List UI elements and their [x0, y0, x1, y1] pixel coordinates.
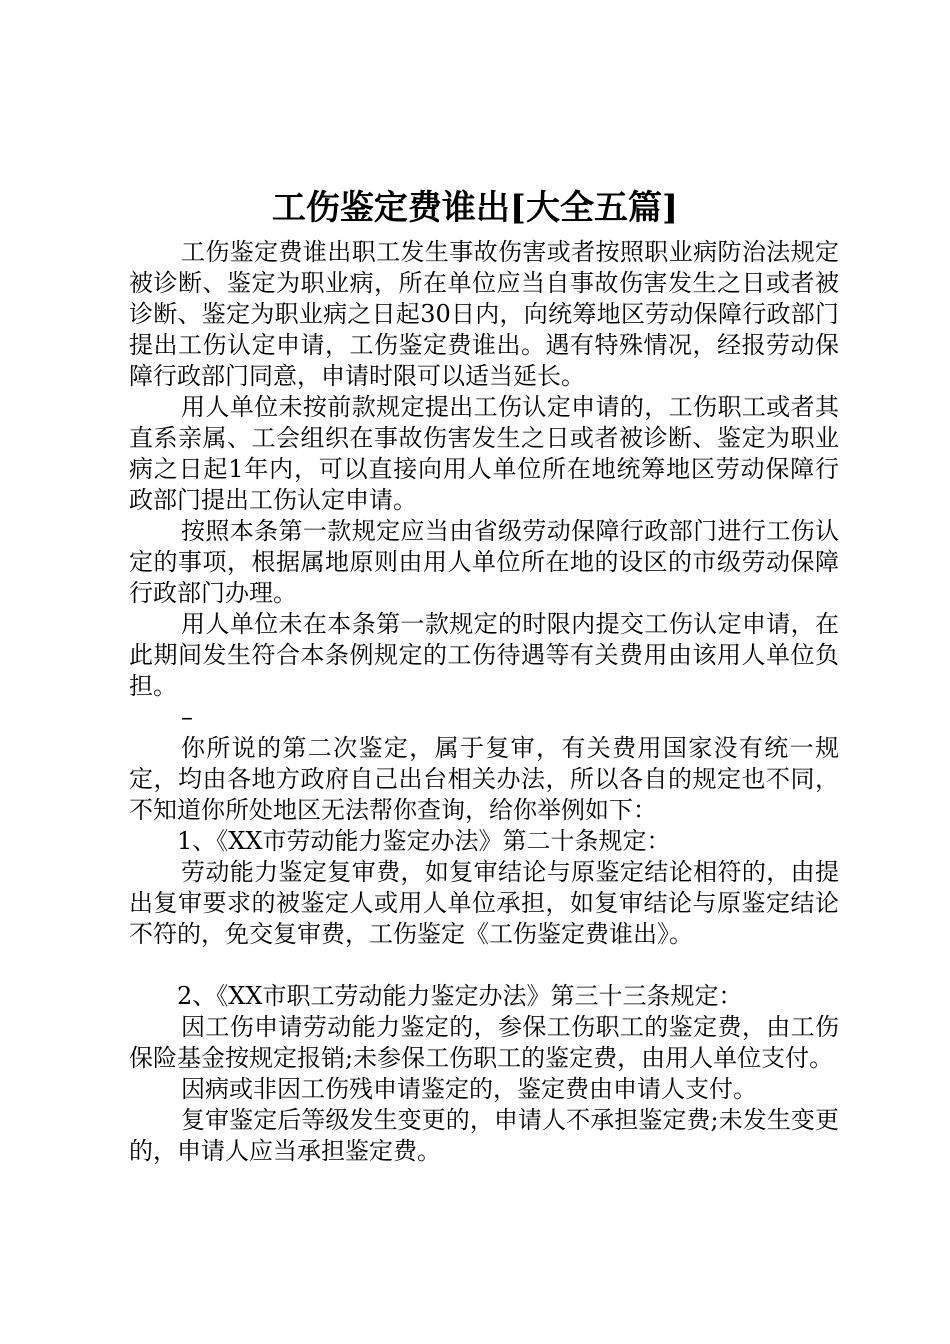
dash-separator: – [181, 703, 193, 731]
paragraph-8: 因病或非因工伤残申请鉴定的，鉴定费由申请人支付。 [181, 1075, 757, 1103]
list-item-2-heading: 2、《XX市职工劳动能力鉴定办法》第三十三条规定： [177, 982, 743, 1010]
paragraph-2: 用人单位未按前款规定提出工伤认定申请的，工伤职工或者其直系亲属、工会组织在事故伤害发生之日或者被诊断、鉴定为职业病之日起1年内，可以直接向用人单位所在地统筹地区劳动保障行政部门提出工伤认定申请。 [129, 393, 839, 514]
paragraph-5: 你所说的第二次鉴定，属于复审，有关费用国家没有统一规定，均由各地方政府自己出台相关办法，所以各自的规定也不同，不知道你所处地区无法帮你查询，给你举例如下： [129, 734, 839, 824]
paragraph-1: 工伤鉴定费谁出职工发生事故伤害或者按照职业病防治法规定被诊断、鉴定为职业病，所在单位应当自事故伤害发生之日或者被诊断、鉴定为职业病之日起30日内，向统筹地区劳动保障行政部门提出工伤认定申请，工伤鉴定费谁出。遇有特殊情况，经报劳动保障行政部门同意，申请时限可以适当延长。 [129, 238, 839, 390]
blank-line [129, 950, 839, 981]
paragraph-3: 按照本条第一款规定应当由省级劳动保障行政部门进行工伤认定的事项，根据属地原则由用人单位所在地的设区的市级劳动保障行政部门办理。 [129, 517, 839, 607]
list-item-1-heading: 1、《XX市劳动能力鉴定办法》第二十条规定： [177, 827, 671, 855]
paragraph-6: 劳动能力鉴定复审费，如复审结论与原鉴定结论相符的，由提出复审要求的被鉴定人或用人单位承担，如复审结论与原鉴定结论不符的，免交复审费，工伤鉴定《工伤鉴定费谁出》。 [129, 858, 839, 948]
document-body [129, 237, 839, 1167]
paragraph-4: 用人单位未在本条第一款规定的时限内提交工伤认定申请，在此期间发生符合本条例规定的工伤待遇等有关费用由该用人单位负担。 [129, 610, 839, 700]
document-title: 工伤鉴定费谁出[大全五篇] [271, 188, 679, 228]
paragraph-7: 因工伤申请劳动能力鉴定的，参保工伤职工的鉴定费，由工伤保险基金按规定报销;未参保工伤职工的鉴定费，由用人单位支付。 [129, 1013, 839, 1072]
paragraph-9: 复审鉴定后等级发生变更的，申请人不承担鉴定费;未发生变更的，申请人应当承担鉴定费。 [129, 1106, 839, 1165]
